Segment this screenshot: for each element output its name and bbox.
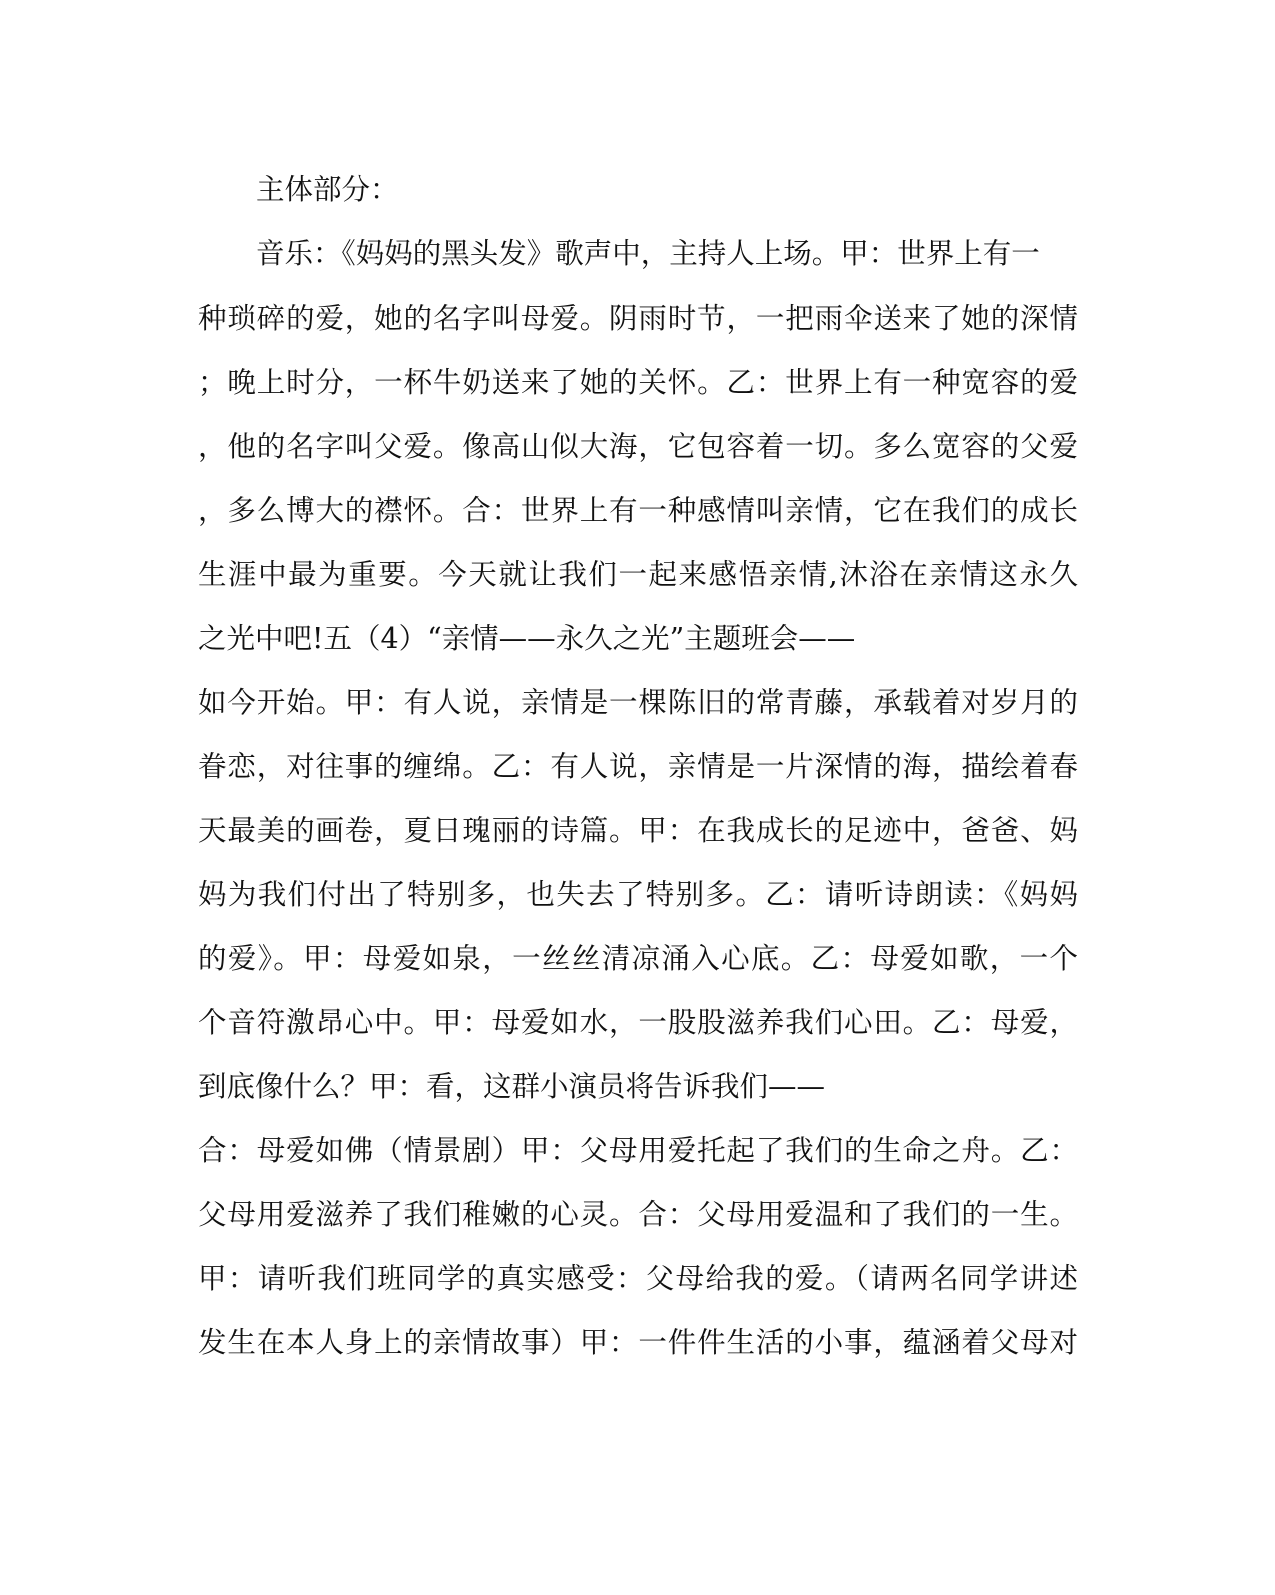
section-heading: 主体部分： bbox=[256, 173, 399, 206]
paragraph-line: 个音符激昂心中。甲：母爱如水，一股股滋养我们心田。乙：母爱， bbox=[198, 1006, 1078, 1039]
paragraph-line: 音乐：《妈妈的黑头发》歌声中，主持人上场。甲：世界上有一 bbox=[256, 237, 1040, 270]
paragraph-line: 种琐碎的爱，她的名字叫母爱。阴雨时节，一把雨伞送来了她的深情 bbox=[198, 302, 1078, 335]
paragraph-line: 之光中吧!五（4）“亲情——永久之光”主题班会—— bbox=[198, 622, 856, 655]
paragraph-line: 合：母爱如佛（情景剧）甲：父母用爱托起了我们的生命之舟。乙： bbox=[198, 1134, 1078, 1167]
paragraph-line: 天最美的画卷，夏日瑰丽的诗篇。甲：在我成长的足迹中，爸爸、妈 bbox=[198, 814, 1078, 847]
paragraph-line: 生涯中最为重要。今天就让我们一起来感悟亲情,沐浴在亲情这永久 bbox=[198, 558, 1078, 591]
paragraph-line: 妈为我们付出了特别多，也失去了特别多。乙：请听诗朗读：《妈妈 bbox=[198, 878, 1078, 911]
paragraph-line: 的爱》。甲：母爱如泉，一丝丝清凉涌入心底。乙：母爱如歌，一个 bbox=[198, 942, 1078, 975]
paragraph-line: ，多么博大的襟怀。合：世界上有一种感情叫亲情，它在我们的成长 bbox=[198, 494, 1078, 527]
paragraph-line: 如今开始。甲：有人说，亲情是一棵陈旧的常青藤，承载着对岁月的 bbox=[198, 686, 1078, 719]
paragraph-line: 父母用爱滋养了我们稚嫩的心灵。合：父母用爱温和了我们的一生。 bbox=[198, 1198, 1078, 1231]
paragraph-line: ；晚上时分，一杯牛奶送来了她的关怀。乙：世界上有一种宽容的爱 bbox=[198, 366, 1078, 399]
paragraph-line: 发生在本人身上的亲情故事）甲：一件件生活的小事，蕴涵着父母对 bbox=[198, 1326, 1078, 1359]
paragraph-line: ，他的名字叫父爱。像高山似大海，它包容着一切。多么宽容的父爱 bbox=[198, 430, 1078, 463]
paragraph-line: 到底像什么？甲：看，这群小演员将告诉我们—— bbox=[198, 1070, 826, 1103]
paragraph-line: 甲：请听我们班同学的真实感受：父母给我的爱。（请两名同学讲述 bbox=[198, 1262, 1078, 1295]
paragraph-line: 眷恋，对往事的缠绵。乙：有人说，亲情是一片深情的海，描绘着春 bbox=[198, 750, 1078, 783]
